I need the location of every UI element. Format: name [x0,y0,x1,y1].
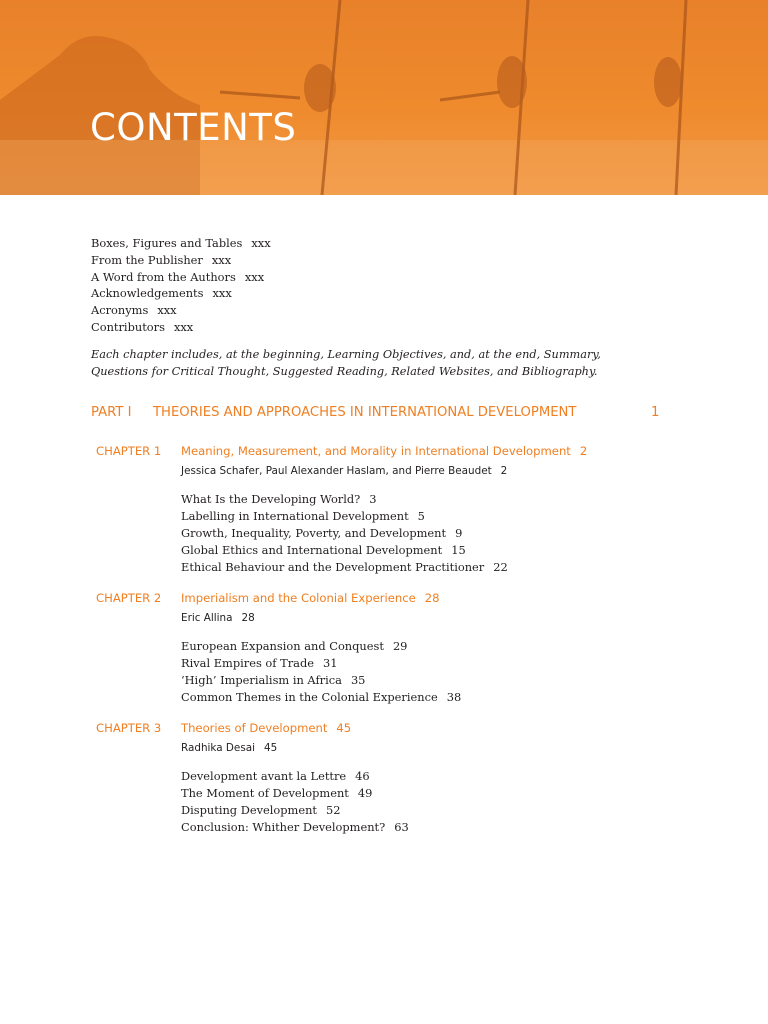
section-item: Ethical Behaviour and the Development Practitioner 22 [181,560,508,574]
list-item: Boxes, Figures and Tables xxx [91,236,271,250]
chapter-title: Theories of Development 45 [181,721,352,735]
list-item: A Word from the Authors xxx [91,269,265,284]
section-item: Global Ethics and International Development 15 [181,543,466,557]
chapter-sections [181,638,461,706]
page-title: CONTENTS [90,106,297,149]
chapter-sections [181,768,409,836]
chapter-label: CHAPTER 1 [96,444,162,458]
section-item: What Is the Developing World? 3 [181,492,377,506]
chapter-sections [181,491,508,576]
section-item: Labelling in International Development 5 [181,509,425,523]
section-item: ‘High’ Imperialism in Africa 35 [181,673,366,687]
section-item: Common Themes in the Colonial Experience 38 [181,690,462,704]
header-banner [0,0,768,195]
chapter-title: Imperialism and the Colonial Experience 28 [181,591,440,605]
section-item: Disputing Development 52 [181,803,341,817]
chapter-authors: Eric Allina 28 [181,612,255,624]
part-title: THEORIES AND APPROACHES IN INTERNATIONAL DEVELOPMENT [153,405,577,420]
list-item: Contributors xxx [91,319,194,334]
chapter-label: CHAPTER 2 [96,591,162,605]
section-item: Growth, Inequality, Poverty, and Development 9 [181,526,463,540]
stilt-fishermen-photo [0,0,768,195]
front-matter-list [91,235,271,336]
list-item: From the Publisher xxx [91,252,232,267]
section-item: Conclusion: Whither Development? 63 [181,820,409,834]
part-page: 1 [651,405,660,420]
list-item: Acknowledgements xxx [91,286,232,301]
section-item: The Moment of Development 49 [181,786,373,800]
list-item: Acronyms xxx [91,303,177,318]
chapter-title: Meaning, Measurement, and Morality in International Development 2 [181,444,588,458]
section-item: Development avant la Lettre 46 [181,769,370,783]
chapter-authors: Jessica Schafer, Paul Alexander Haslam, and Pierre Beaudet 2 [181,465,508,477]
chapter-authors: Radhika Desai 45 [181,742,278,754]
part-number: PART I [91,405,132,420]
chapter-label: CHAPTER 3 [96,721,162,735]
section-item: Rival Empires of Trade 31 [181,656,338,670]
section-item: European Expansion and Conquest 29 [181,639,408,653]
chapter-note: Each chapter includes, at the beginning, Learning Objectives, and, at the end, Summary, Questions for Critical Thought, Suggested Reading, Related Websites, and Bibliography. [91,348,601,378]
